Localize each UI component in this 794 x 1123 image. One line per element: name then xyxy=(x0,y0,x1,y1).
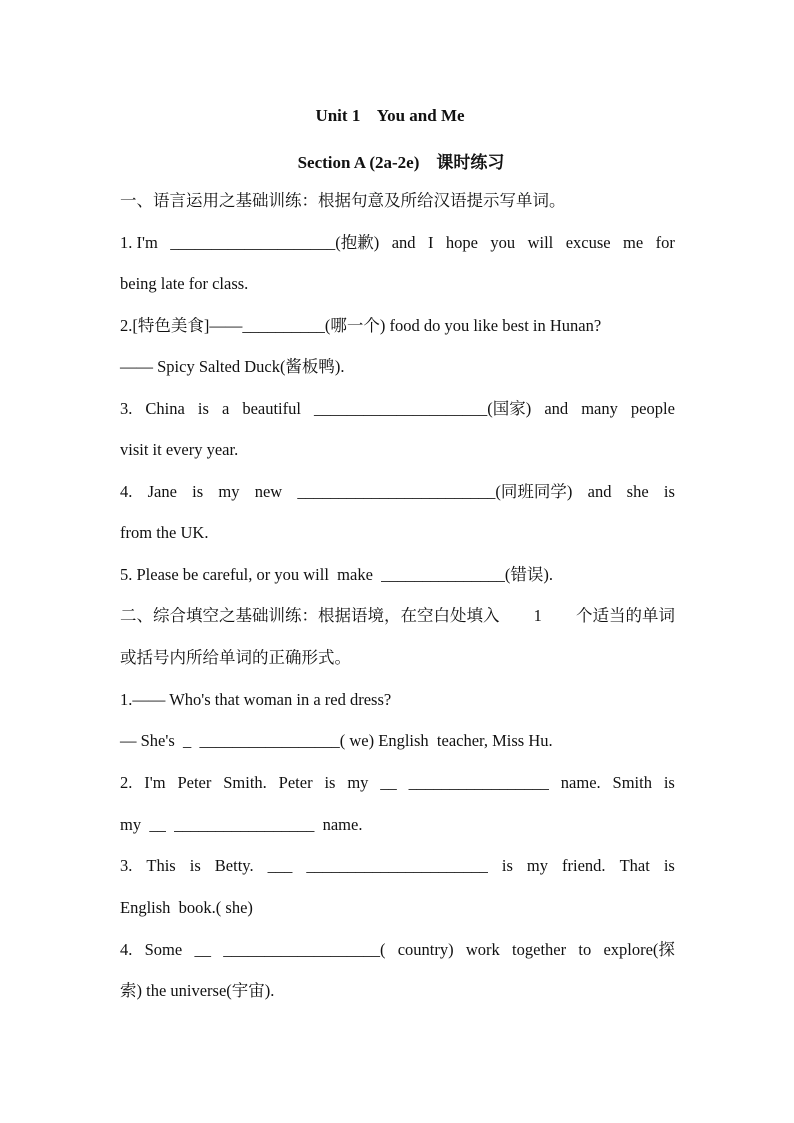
text-segment: beautiful xyxy=(242,399,301,418)
text-segment: 5. Please be careful, or you will make _______________(错误). xyxy=(120,565,554,584)
text-segment: This xyxy=(146,856,176,875)
text-line xyxy=(120,439,675,461)
text-segment: 3. xyxy=(120,399,133,418)
text-segment: 3. xyxy=(120,856,133,875)
text-segment: That xyxy=(619,856,650,875)
text-segment: from the UK. xyxy=(120,523,209,542)
text-line xyxy=(120,315,675,337)
text-segment: 索) the universe(宇宙). xyxy=(120,981,275,1000)
text-segment: 个适当的单词 xyxy=(576,606,675,625)
text-segment: my xyxy=(526,856,549,875)
text-segment: English book.( she) xyxy=(120,898,253,917)
text-line xyxy=(120,522,675,544)
text-segment: is xyxy=(197,399,209,418)
text-segment: 4. xyxy=(120,940,133,959)
text-segment: new xyxy=(254,482,283,501)
text-segment: my __ _________________ name. xyxy=(120,815,363,834)
text-segment: for xyxy=(655,233,675,252)
text-segment: friend. xyxy=(562,856,606,875)
text-segment: Jane xyxy=(147,482,177,501)
text-segment: will xyxy=(527,233,554,252)
text-segment: she xyxy=(626,482,649,501)
text-line xyxy=(120,689,675,711)
text-segment: __ xyxy=(194,940,211,959)
text-line xyxy=(120,481,675,503)
text-segment: ____________________(抱歉) xyxy=(170,233,380,252)
text-line xyxy=(120,398,675,420)
text-segment: _________________ xyxy=(408,773,549,792)
text-segment: —— Spicy Salted Duck(酱板鸭). xyxy=(120,357,345,376)
text-line xyxy=(120,647,675,669)
text-segment: ________________________(同班同学) xyxy=(297,482,573,501)
text-line xyxy=(120,855,675,877)
text-segment: is xyxy=(324,773,336,792)
text-segment: Smith xyxy=(612,773,652,792)
text-segment: ___ xyxy=(267,856,293,875)
text-segment: 1 xyxy=(533,606,542,625)
text-segment: many xyxy=(581,399,618,418)
text-segment: is xyxy=(189,856,201,875)
text-segment: excuse xyxy=(565,233,611,252)
text-line xyxy=(120,897,675,919)
text-segment: work xyxy=(465,940,500,959)
text-segment: 1. I'm xyxy=(120,233,158,252)
text-line xyxy=(120,356,675,378)
text-segment: people xyxy=(630,399,675,418)
text-segment: name. xyxy=(560,773,601,792)
text-line xyxy=(120,980,675,1002)
text-segment: Betty. xyxy=(214,856,254,875)
text-segment: is xyxy=(663,773,675,792)
section-title: Section A (2a-2e) 课时练习 xyxy=(297,153,505,172)
text-segment: ___________________( xyxy=(223,940,386,959)
text-segment: and xyxy=(391,233,416,252)
text-line xyxy=(120,814,675,836)
text-segment: _____________________(国家) xyxy=(314,399,532,418)
text-line xyxy=(120,273,675,295)
text-line xyxy=(120,232,675,254)
text-segment: ______________________ xyxy=(306,856,488,875)
text-segment: 2.[特色美食]——__________(哪一个) food do you like best in Hunan? xyxy=(120,316,602,335)
text-line xyxy=(120,772,675,794)
text-segment: 二、综合填空之基础训练：根据语境，在空白处填入 xyxy=(120,606,500,625)
text-segment: — She's _ _________________( we) English teacher, Miss Hu. xyxy=(120,731,553,750)
text-line xyxy=(120,939,675,961)
text-segment: 2. xyxy=(120,773,133,792)
unit-title: Unit 1 You and Me xyxy=(315,106,465,125)
text-segment: explore(探 xyxy=(603,940,675,959)
text-segment: is xyxy=(663,482,675,501)
text-segment: country) xyxy=(397,940,454,959)
text-line xyxy=(120,605,675,627)
text-segment: and xyxy=(544,399,569,418)
text-segment: China xyxy=(145,399,185,418)
text-segment: is xyxy=(192,482,204,501)
text-segment: together xyxy=(512,940,567,959)
text-segment: 1.—— Who's that woman in a red dress? xyxy=(120,690,392,709)
text-segment: Smith. xyxy=(223,773,267,792)
text-segment: being late for class. xyxy=(120,274,249,293)
text-line xyxy=(120,730,675,752)
text-segment: Some xyxy=(144,940,183,959)
text-segment: my xyxy=(347,773,369,792)
text-line xyxy=(120,564,675,586)
text-segment: you xyxy=(490,233,516,252)
text-segment: my xyxy=(218,482,240,501)
text-line xyxy=(120,190,675,212)
text-segment: and xyxy=(587,482,612,501)
text-segment: 一、语言运用之基础训练：根据句意及所给汉语提示写单词。 xyxy=(120,191,566,210)
text-segment: is xyxy=(501,856,513,875)
text-segment: __ xyxy=(380,773,397,792)
text-segment: Peter xyxy=(177,773,212,792)
text-segment: Peter xyxy=(278,773,313,792)
text-segment: hope xyxy=(445,233,478,252)
text-segment: I'm xyxy=(144,773,166,792)
text-segment: 或括号内所给单词的正确形式。 xyxy=(120,648,351,667)
text-segment: I xyxy=(427,233,434,252)
text-segment: is xyxy=(663,856,675,875)
text-segment: a xyxy=(221,399,230,418)
text-segment: to xyxy=(578,940,592,959)
text-segment: 4. xyxy=(120,482,133,501)
text-segment: visit it every year. xyxy=(120,440,239,459)
text-segment: me xyxy=(623,233,644,252)
